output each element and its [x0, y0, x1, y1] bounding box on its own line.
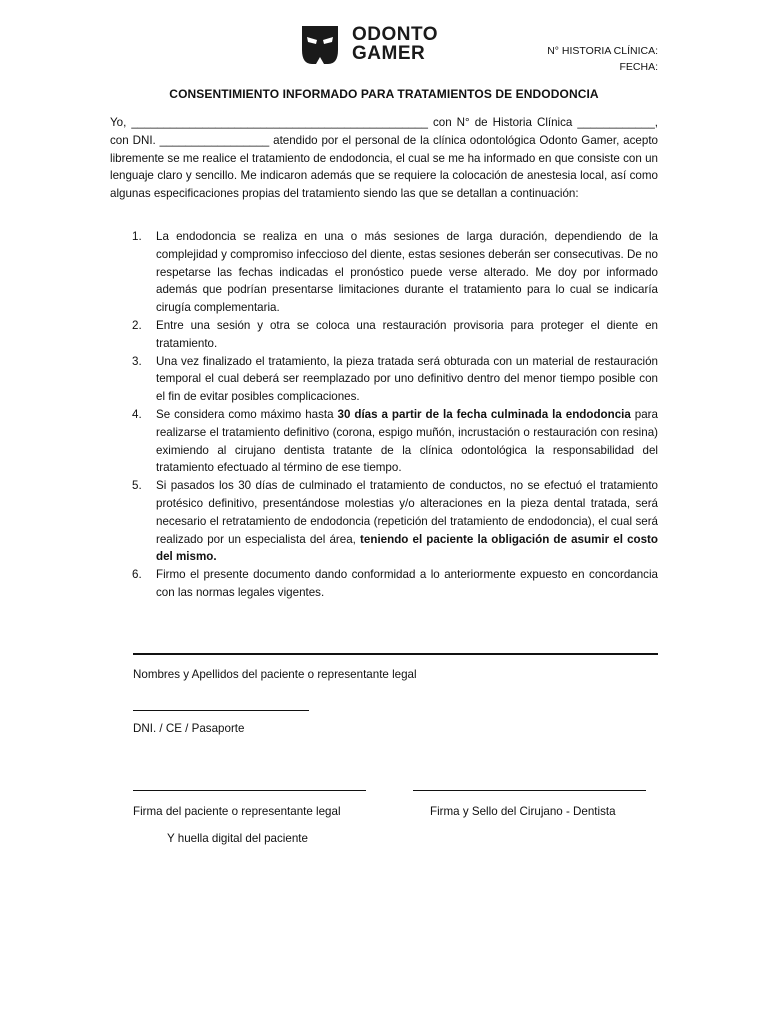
clause-text: La endodoncia se realiza en una o más sesiones de larga duración, dependiendo de la complejidad y compromiso infeccioso del diente, estas sesiones deberán ser consecutivas. De no respetarse las fechas indicadas el pronóstico puede verse alterado. Me doy por informado además que podrían presentarse limitaciones durante el tratamiento para lo cual se indicaría cirugía complementaria.: [156, 230, 658, 315]
fecha-label: FECHA:: [619, 61, 658, 73]
clause-number: 6.: [132, 568, 142, 582]
fingerprint-label: Y huella digital del paciente: [167, 832, 308, 845]
clause-item: [110, 317, 658, 353]
clause-number: 2.: [132, 318, 142, 332]
dentist-signature-label: Firma y Sello del Cirujano - Dentista: [430, 805, 616, 818]
dentist-signature-line: [413, 790, 646, 791]
dni-label: DNI. / CE / Pasaporte: [133, 722, 245, 735]
clause-number: 5.: [132, 479, 142, 493]
clauses-list: [110, 228, 658, 602]
clause-text-pre: Se considera como máximo hasta: [156, 407, 338, 421]
clause-text: Entre una sesión y otra se coloca una restauración provisoria para proteger el diente en tratamiento.: [156, 318, 658, 350]
clause-text: Una vez finalizado el tratamiento, la pieza tratada será obturada con un material de restauración temporal el cual deberá ser reemplazado por uno definitivo dentro del menor tiempo posible con el fin de evitar posibles complicaciones.: [156, 354, 658, 404]
patient-signature-line: [133, 790, 366, 791]
document-title: CONSENTIMIENTO INFORMADO PARA TRATAMIENTOS DE ENDODONCIA: [169, 87, 599, 101]
clause-item: [110, 228, 658, 317]
name-signature-line: [133, 653, 658, 655]
patient-name-label: Nombres y Apellidos del paciente o representante legal: [133, 668, 417, 681]
clause-item: [110, 477, 658, 566]
intro-paragraph: Yo, ______________________________________________ con N° de Historia Clínica ____________, con DNI. _________________ atendido por el personal de la clínica odontológica Odonto Gamer, acepto libremente se me realice el tratamiento de endodoncia, el cual se me ha informado en que consiste con un lenguaje claro y sencillo. Me indicaron además que se requiere la colocación de anestesia local, así como algunas especificaciones propias del tratamiento siendo las que se detallan a continuación:: [110, 116, 658, 201]
clause-text-post: para realizarse el tratamiento definitivo (corona, espigo muñón, incrustación o restauración con resina) eximiendo al cirujano dentista tratante de la clínica odontológica la responsabilidad del tratamiento efectuado al término de ese tiempo.: [156, 407, 658, 475]
clause-text-pre: Si pasados los 30 días de culminado el tratamiento de conductos, no se efectuó el tratamiento protésico definitivo, presentándose molestias y/o alteraciones en la pieza dental tratada, será necesario el retratamiento de endodoncia (repetición del tratamiento de endodoncia), el cual será realizado por un especialista del área,: [156, 479, 658, 546]
clause-item: [110, 566, 658, 602]
logo-line-1: ODONTO: [352, 24, 439, 45]
clause-item: [110, 353, 658, 406]
logo-line-2: GAMER: [352, 43, 426, 64]
dni-blank-line: [133, 710, 309, 711]
record-meta: [547, 43, 658, 75]
clause-number: 3.: [132, 354, 142, 368]
clause-item: [110, 406, 658, 477]
clause-text-bold: teniendo el paciente la obligación de asumir el costo del mismo.: [156, 532, 658, 564]
clause-text-bold: 30 días a partir de la fecha culminada la endodoncia: [337, 407, 631, 421]
clause-number: 1.: [132, 230, 142, 243]
logo-wordmark: [352, 25, 438, 63]
clinic-logo: [298, 22, 438, 66]
clause-text: Firmo el presente documento dando conformidad a lo anteriormente expuesto en concordancia con las normas legales vigentes.: [156, 568, 658, 599]
patient-signature-label: Firma del paciente o representante legal: [133, 805, 341, 818]
historia-clinica-label: N° HISTORIA CLÍNICA:: [547, 45, 658, 57]
clause-number: 4.: [132, 407, 142, 421]
gamer-mask-icon: [298, 22, 342, 66]
